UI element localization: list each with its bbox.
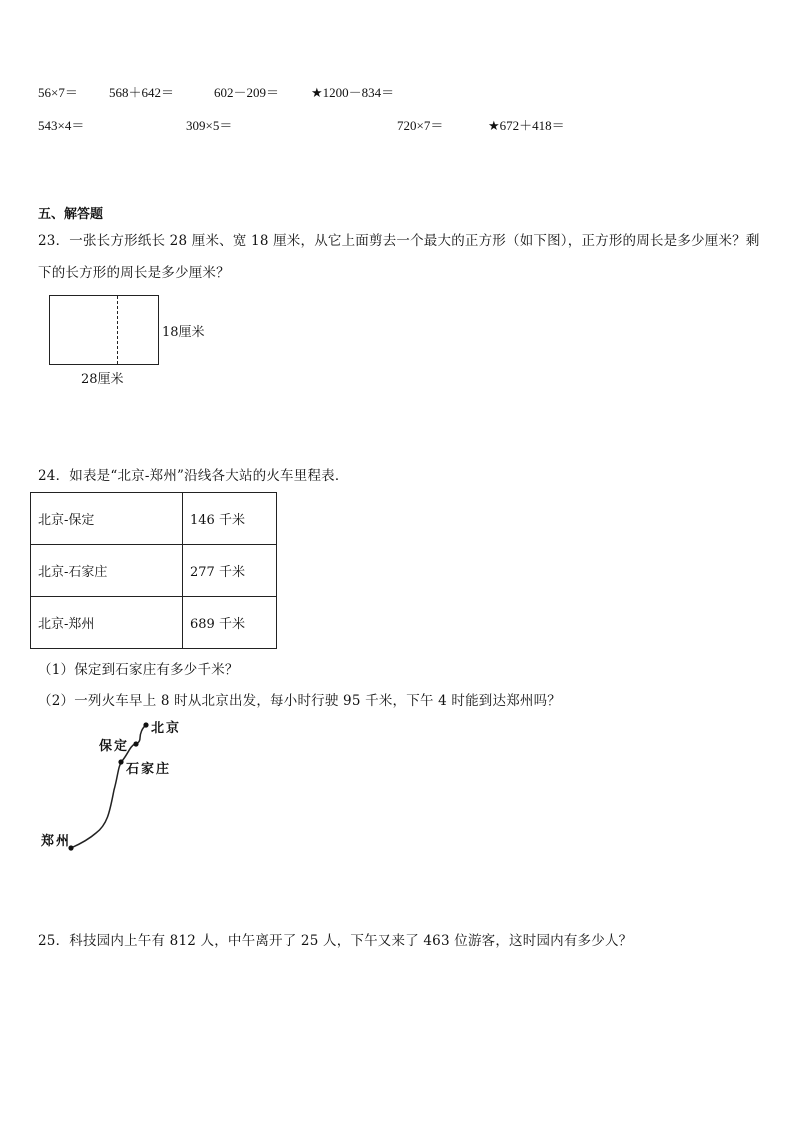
question-24-sub1: （1）保定到石家庄有多少千米？ (38, 662, 239, 678)
baoding-dot (133, 741, 138, 746)
table-row (31, 493, 277, 545)
map-label-zhengzhou: 郑州 (41, 834, 72, 849)
table-row (31, 545, 277, 597)
calc-item: ★672＋418＝ (488, 118, 565, 133)
calc-item: 56×7＝ (38, 85, 78, 100)
length-label: 28厘米 (81, 372, 124, 387)
calc-item: 309×5＝ (186, 118, 233, 133)
question-23-line1: 23．一张长方形纸长 28 厘米、宽 18 厘米，从它上面剪去一个最大的正方形（如下图），正方形的周长是多少厘米？剩 (38, 233, 760, 249)
route-cell: 北京-石家庄 (31, 545, 183, 597)
question-23-line2: 下的长方形的周长是多少厘米？ (38, 265, 230, 281)
dashed-cut-line (117, 296, 118, 364)
distance-cell: 277 千米 (183, 545, 277, 597)
mileage-table (30, 492, 277, 649)
map-label-beijing: 北京 (151, 721, 182, 736)
distance-cell: 689 千米 (183, 597, 277, 649)
question-24-sub2: （2）一列火车早上 8 时从北京出发，每小时行驶 95 千米，下午 4 时能到达郑州吗？ (38, 693, 561, 709)
route-cell: 北京-保定 (31, 493, 183, 545)
calc-item: 720×7＝ (397, 118, 444, 133)
map-label-baoding: 保定 (99, 739, 130, 754)
section-title: 五、解答题 (38, 207, 104, 222)
calc-item: 543×4＝ (38, 118, 85, 133)
calc-item: ★1200－834＝ (311, 85, 395, 100)
beijing-dot (143, 722, 148, 727)
rectangle-figure (49, 295, 159, 365)
map-label-shijiazhuang: 石家庄 (126, 762, 172, 777)
shijiazhuang-dot (118, 759, 123, 764)
question-25: 25．科技园内上午有 812 人，中午离开了 25 人，下午又来了 463 位游客，这时园内有多少人？ (38, 933, 633, 949)
width-label: 18厘米 (162, 325, 205, 340)
calc-item: 602－209＝ (214, 85, 280, 100)
distance-cell: 146 千米 (183, 493, 277, 545)
table-row (31, 597, 277, 649)
calc-item: 568＋642＝ (109, 85, 175, 100)
railway-map (0, 700, 260, 870)
route-cell: 北京-郑州 (31, 597, 183, 649)
question-24-intro: 24．如表是“北京-郑州”沿线各大站的火车里程表． (38, 468, 349, 484)
